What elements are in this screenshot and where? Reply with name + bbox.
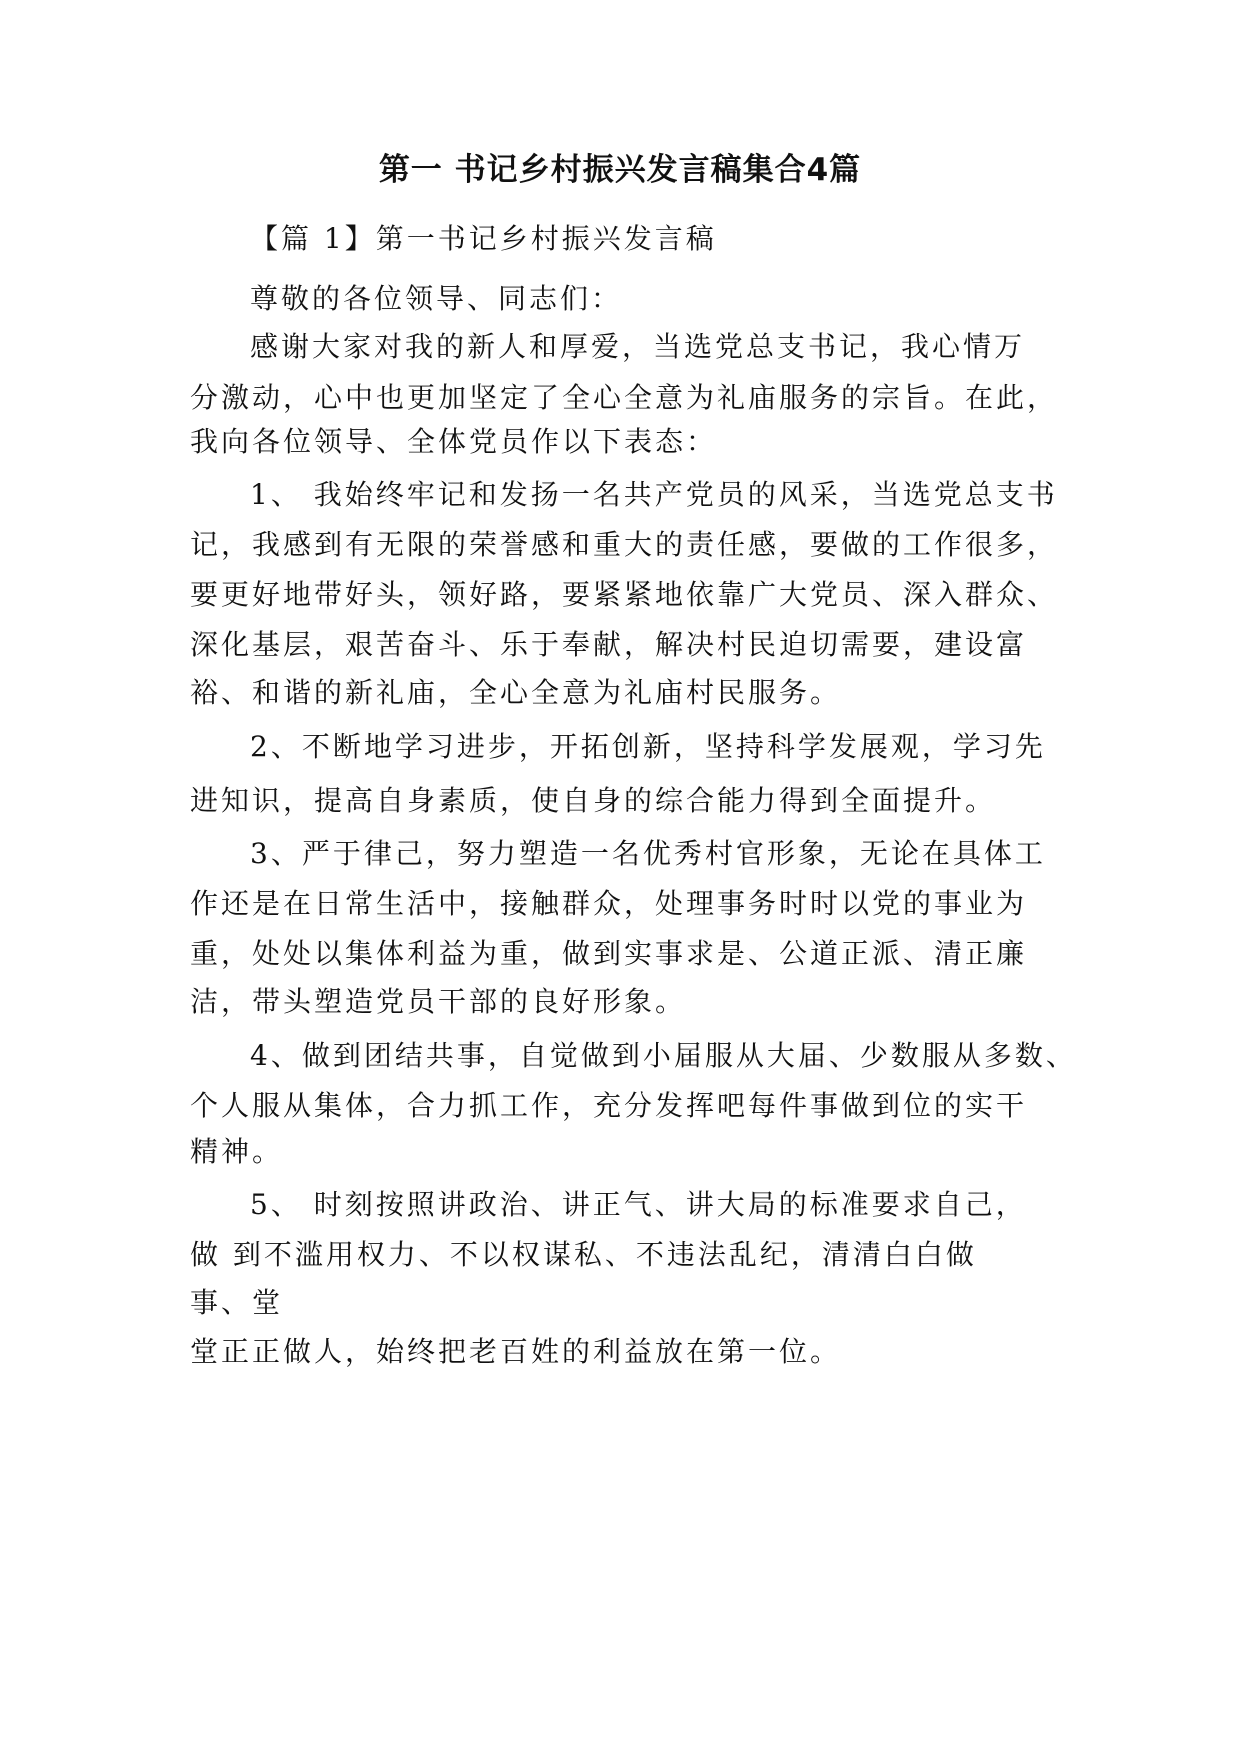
paragraph-line: 个人服从集体，合力抓工作，充分发挥吧每件事做到位的实干: [190, 1089, 1028, 1122]
paragraph-line: 1、 我始终牢记和发扬一名共产党员的风采，当选党总支书: [250, 478, 1058, 511]
document-title: 第一 书记乡村振兴发言稿集合4篇: [378, 152, 862, 188]
paragraph-line: 精神。: [190, 1135, 284, 1168]
paragraph-line: 要更好地带好头，领好路，要紧紧地依靠广大党员、深入群众、: [190, 578, 1059, 611]
paragraph-line: 3、严于律己，努力塑造一名优秀村官形象，无论在具体工: [250, 837, 1046, 870]
paragraph-line: 堂正正做人，始终把老百姓的利益放在第一位。: [190, 1335, 842, 1368]
paragraph-line: 做 到不滥用权力、不以权谋私、不违法乱纪，清清白白做: [190, 1238, 977, 1271]
paragraph-line: 深化基层，艰苦奋斗、乐于奉献，解决村民迫切需要，建设富: [190, 628, 1028, 661]
paragraph-line: 进知识，提高自身素质，使自身的综合能力得到全面提升。: [190, 784, 997, 817]
paragraph-line: 作还是在日常生活中，接触群众，处理事务时时以党的事业为: [190, 887, 1028, 920]
paragraph-line: 事、堂: [190, 1286, 284, 1319]
paragraph-line: 感谢大家对我的新人和厚爱，当选党总支书记，我心情万: [250, 330, 1026, 363]
paragraph-line: 洁，带头塑造党员干部的良好形象。: [190, 985, 687, 1018]
paragraph-line: 裕、和谐的新礼庙，全心全意为礼庙村民服务。: [190, 676, 842, 709]
paragraph-line: 重，处处以集体利益为重，做到实事求是、公道正派、清正廉: [190, 937, 1028, 970]
section-heading: 【篇 1】第一书记乡村振兴发言稿: [250, 222, 717, 255]
paragraph-line: 5、 时刻按照讲政治、讲正气、讲大局的标准要求自己，: [250, 1188, 1027, 1221]
paragraph-line: 记，我感到有无限的荣誉感和重大的责任感，要做的工作很多，: [190, 528, 1059, 561]
salutation: 尊敬的各位领导、同志们：: [250, 282, 623, 315]
paragraph-line: 4、做到团结共事，自觉做到小届服从大届、少数服从多数、: [250, 1039, 1077, 1072]
paragraph-line: 我向各位领导、全体党员作以下表态：: [190, 425, 718, 458]
paragraph-line: 分激动，心中也更加坚定了全心全意为礼庙服务的宗旨。在此，: [190, 381, 1059, 414]
paragraph-line: 2、不断地学习进步，开拓创新，坚持科学发展观，学习先: [250, 730, 1046, 763]
